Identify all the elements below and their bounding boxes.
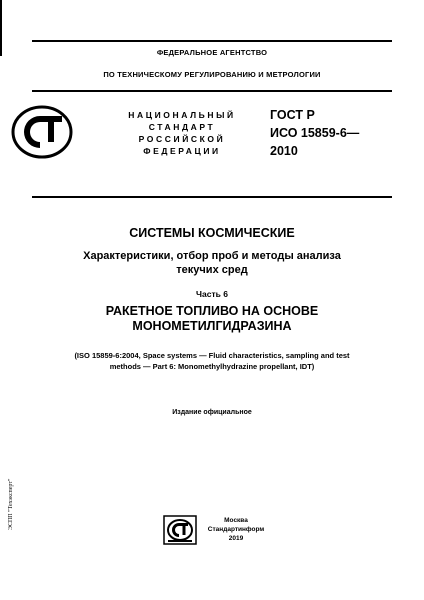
- document-title: СИСТЕМЫ КОСМИЧЕСКИЕ: [129, 226, 295, 240]
- agency-line-1: ФЕДЕРАЛЬНОЕ АГЕНТСТВО: [156, 48, 268, 57]
- gost-number-line-1: ГОСТ Р: [270, 108, 315, 122]
- national-standard-line-3: РОССИЙСКОЙ: [138, 134, 226, 144]
- document-subtitle: [32, 249, 392, 277]
- publisher-city: Москва: [224, 517, 248, 524]
- part-title-line-1: РАКЕТНОЕ ТОПЛИВО НА ОСНОВЕ: [105, 304, 319, 318]
- agency-line-2: ПО ТЕХНИЧЕСКОМУ РЕГУЛИРОВАНИЮ И МЕТРОЛОГИИ: [103, 70, 321, 79]
- edition-label: Издание официальное: [172, 409, 252, 416]
- title-divider: [32, 196, 392, 198]
- gost-number-line-2: ИСО 15859-6—: [270, 126, 360, 140]
- side-watermark: ЭСПП "Техэксперт": [8, 478, 14, 530]
- iso-reference: [34, 350, 390, 372]
- subtitle-line-1: Характеристики, отбор проб и методы анализа: [83, 250, 341, 262]
- part-title: [32, 304, 392, 334]
- publisher-name: Стандартинформ: [207, 526, 265, 533]
- publisher-emblem-icon: [163, 515, 197, 545]
- part-title-line-2: МОНОМЕТИЛГИДРАЗИНА: [132, 319, 292, 333]
- publisher-block: [206, 516, 266, 543]
- part-number: Часть 6: [196, 289, 228, 299]
- national-standard-line-2: СТАНДАРТ: [148, 122, 216, 132]
- subtitle-line-2: текучих сред: [176, 264, 248, 276]
- gost-number-line-3: 2010: [270, 144, 298, 158]
- standard-divider: [0, 0, 2, 56]
- publisher-year: 2019: [228, 535, 244, 542]
- rst-emblem-icon: [10, 104, 74, 160]
- national-standard-line-1: НАЦИОНАЛЬНЫЙ: [128, 110, 236, 120]
- national-standard-line-4: ФЕДЕРАЦИИ: [143, 146, 221, 156]
- header-divider: [32, 90, 392, 92]
- iso-reference-line-2: methods — Part 6: Monomethylhydrazine propellant, IDT): [109, 362, 315, 371]
- top-rule: [32, 40, 392, 42]
- iso-reference-line-1: (ISO 15859-6:2004, Space systems — Fluid characteristics, sampling and test: [74, 351, 350, 360]
